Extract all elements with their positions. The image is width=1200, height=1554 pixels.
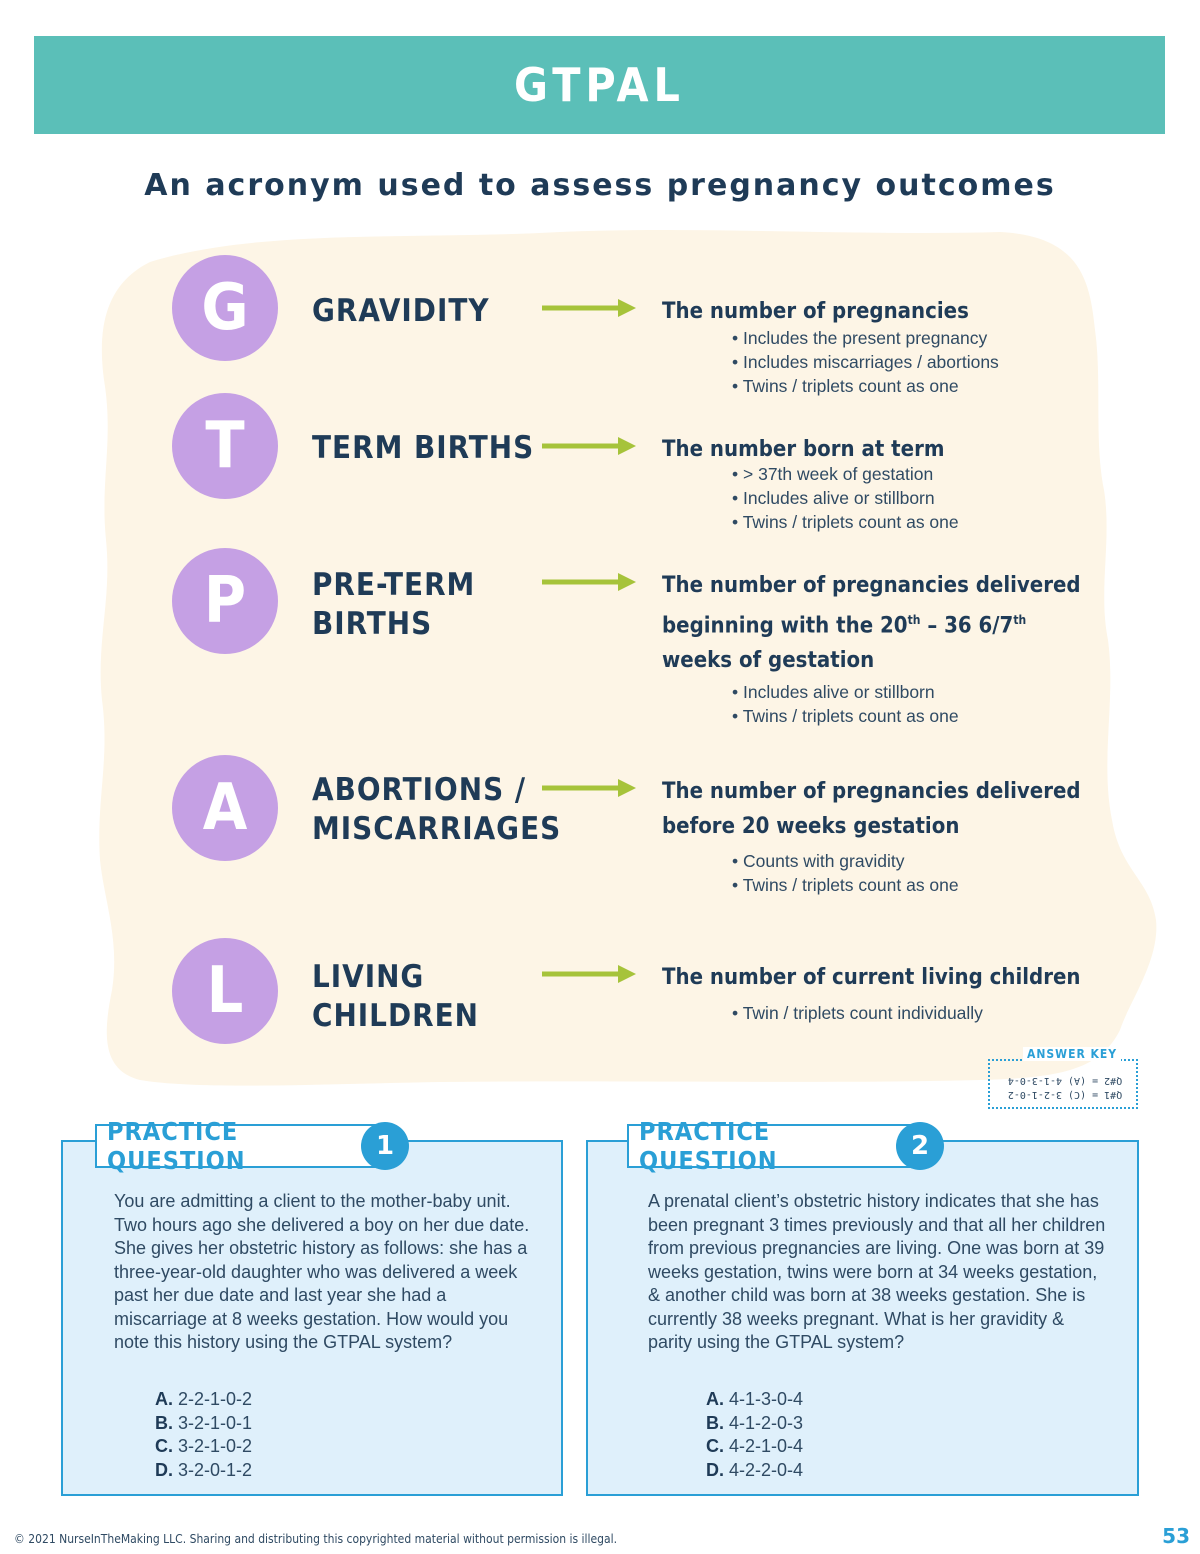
right-arrow-icon: [542, 298, 636, 318]
bullet-item: • Twins / triplets count as one: [732, 704, 959, 728]
definition-gravidity: The number of pregnancies: [662, 299, 969, 324]
practice-question-2-tab: PRACTICE QUESTION: [627, 1124, 919, 1168]
definition-living-children: The number of current living children: [662, 965, 1081, 990]
page-title: GTPAL: [514, 58, 685, 112]
bullets-gravidity: [732, 326, 999, 398]
option-letter: C.: [706, 1436, 724, 1456]
bullet-item: • > 37th week of gestation: [732, 462, 959, 486]
letter-l-circle: L: [172, 938, 278, 1044]
letter-p-circle: P: [172, 548, 278, 654]
option-letter: C.: [155, 1436, 173, 1456]
term-pre-term-births: PRE-TERM BIRTHS: [312, 567, 476, 642]
question-1-text: You are admitting a client to the mother-baby unit. Two hours ago she delivered a boy on her due date. She gives her obstetric history as follows: she has a three-year-old daughter who was delivered a week past her due date and last year she had a miscarriage at 8 weeks gestation. How would you note this history using the GTPAL system?: [114, 1191, 530, 1352]
bullet-item: • Twins / triplets count as one: [732, 873, 959, 897]
bullets-pre-term-births: [732, 680, 959, 728]
definition-abortions-miscarriages: The number of pregnancies delivered before 20 weeks gestation: [662, 779, 1081, 839]
answer-key-title: ANSWER KEY: [1023, 1047, 1121, 1061]
bullet-item: • Twin / triplets count individually: [732, 1001, 983, 1025]
definition-pre-term-births: [662, 568, 1092, 678]
practice-question-1-tab: PRACTICE QUESTION: [95, 1124, 385, 1168]
answer-option[interactable]: [706, 1435, 803, 1459]
term-abortions-miscarriages: ABORTIONS / MISCARRIAGES: [312, 772, 562, 847]
definition-text: – 36 6/7: [920, 613, 1014, 639]
bullet-item: • Twins / triplets count as one: [732, 374, 999, 398]
bullet-item: • Includes alive or stillborn: [732, 486, 959, 510]
answer-option[interactable]: [155, 1412, 252, 1436]
right-arrow-icon: [542, 572, 636, 592]
question-2-text: A prenatal client’s obstetric history indicates that she has been pregnant 3 times previously and that all her children from previous pregnancies are living. One was born at 39 weeks gestation, twins were born at 34 weeks gestation, & another child was born at 38 weeks gestation. She is currently 38 weeks pregnant. What is her gravidity & parity using the GTPAL system?: [648, 1191, 1106, 1352]
term-gravidity: GRAVIDITY: [312, 293, 490, 329]
term-living-children: LIVING CHILDREN: [312, 959, 479, 1034]
answer-option[interactable]: [155, 1459, 252, 1483]
option-letter: D.: [706, 1459, 724, 1480]
bullet-item: • Counts with gravidity: [732, 849, 959, 873]
definition-superscript: th: [1013, 613, 1027, 627]
bullet-item: • Includes miscarriages / abortions: [732, 350, 999, 374]
answer-key-line: Q#1 = (C) 3-2-1-0-2: [1007, 1089, 1123, 1100]
option-text: 2-2-1-0-2: [178, 1389, 253, 1409]
option-letter: A.: [155, 1389, 173, 1409]
subtitle: An acronym used to assess pregnancy outcomes: [144, 168, 1056, 203]
option-letter: B.: [706, 1412, 724, 1433]
question-number-badge: 1: [361, 1122, 409, 1170]
option-text: 4-2-1-0-4: [729, 1436, 804, 1456]
bullets-living-children: [732, 1001, 983, 1025]
bullet-item: • Includes alive or stillborn: [732, 680, 959, 704]
option-text: 4-2-2-0-4: [729, 1459, 804, 1480]
question-number-badge: 2: [896, 1122, 944, 1170]
answer-key-line: Q#2 = (A) 4-1-3-0-4: [1007, 1075, 1123, 1086]
option-text: 4-1-3-0-4: [729, 1389, 804, 1409]
copyright-notice: © 2021 NurseInTheMaking LLC. Sharing and distributing this copyrighted material without permission is illegal.: [14, 1532, 618, 1546]
answer-option[interactable]: [155, 1435, 252, 1459]
question-2-options: [706, 1388, 803, 1482]
bullets-abortions-miscarriages: [732, 849, 959, 897]
option-text: 3-2-0-1-2: [178, 1459, 253, 1480]
answer-option[interactable]: [706, 1412, 803, 1436]
definition-superscript: th: [907, 613, 921, 627]
option-text: 3-2-1-0-1: [178, 1412, 253, 1433]
letter-t-circle: T: [172, 393, 278, 499]
right-arrow-icon: [542, 964, 636, 984]
answer-option[interactable]: [155, 1388, 252, 1412]
term-term-births: TERM BIRTHS: [312, 430, 535, 466]
option-letter: B.: [155, 1412, 173, 1433]
right-arrow-icon: [542, 778, 636, 798]
answer-option[interactable]: [706, 1388, 803, 1412]
page-number: 53: [1162, 1524, 1190, 1548]
definition-term-births: The number born at term: [662, 437, 945, 462]
option-letter: A.: [706, 1389, 724, 1409]
definition-text: The number of pregnancies delivered beginning with the 20: [662, 573, 1081, 639]
bullet-item: • Twins / triplets count as one: [732, 510, 959, 534]
definition-text: weeks of gestation: [662, 648, 875, 674]
option-letter: D.: [155, 1459, 173, 1480]
question-1-options: [155, 1388, 252, 1482]
bullet-item: • Includes the present pregnancy: [732, 326, 999, 350]
letter-g-circle: G: [172, 255, 278, 361]
letter-a-circle: A: [172, 755, 278, 861]
option-text: 4-1-2-0-3: [729, 1412, 804, 1433]
bullets-term-births: [732, 462, 959, 534]
answer-option[interactable]: [706, 1459, 803, 1483]
option-text: 3-2-1-0-2: [178, 1436, 253, 1456]
right-arrow-icon: [542, 436, 636, 456]
